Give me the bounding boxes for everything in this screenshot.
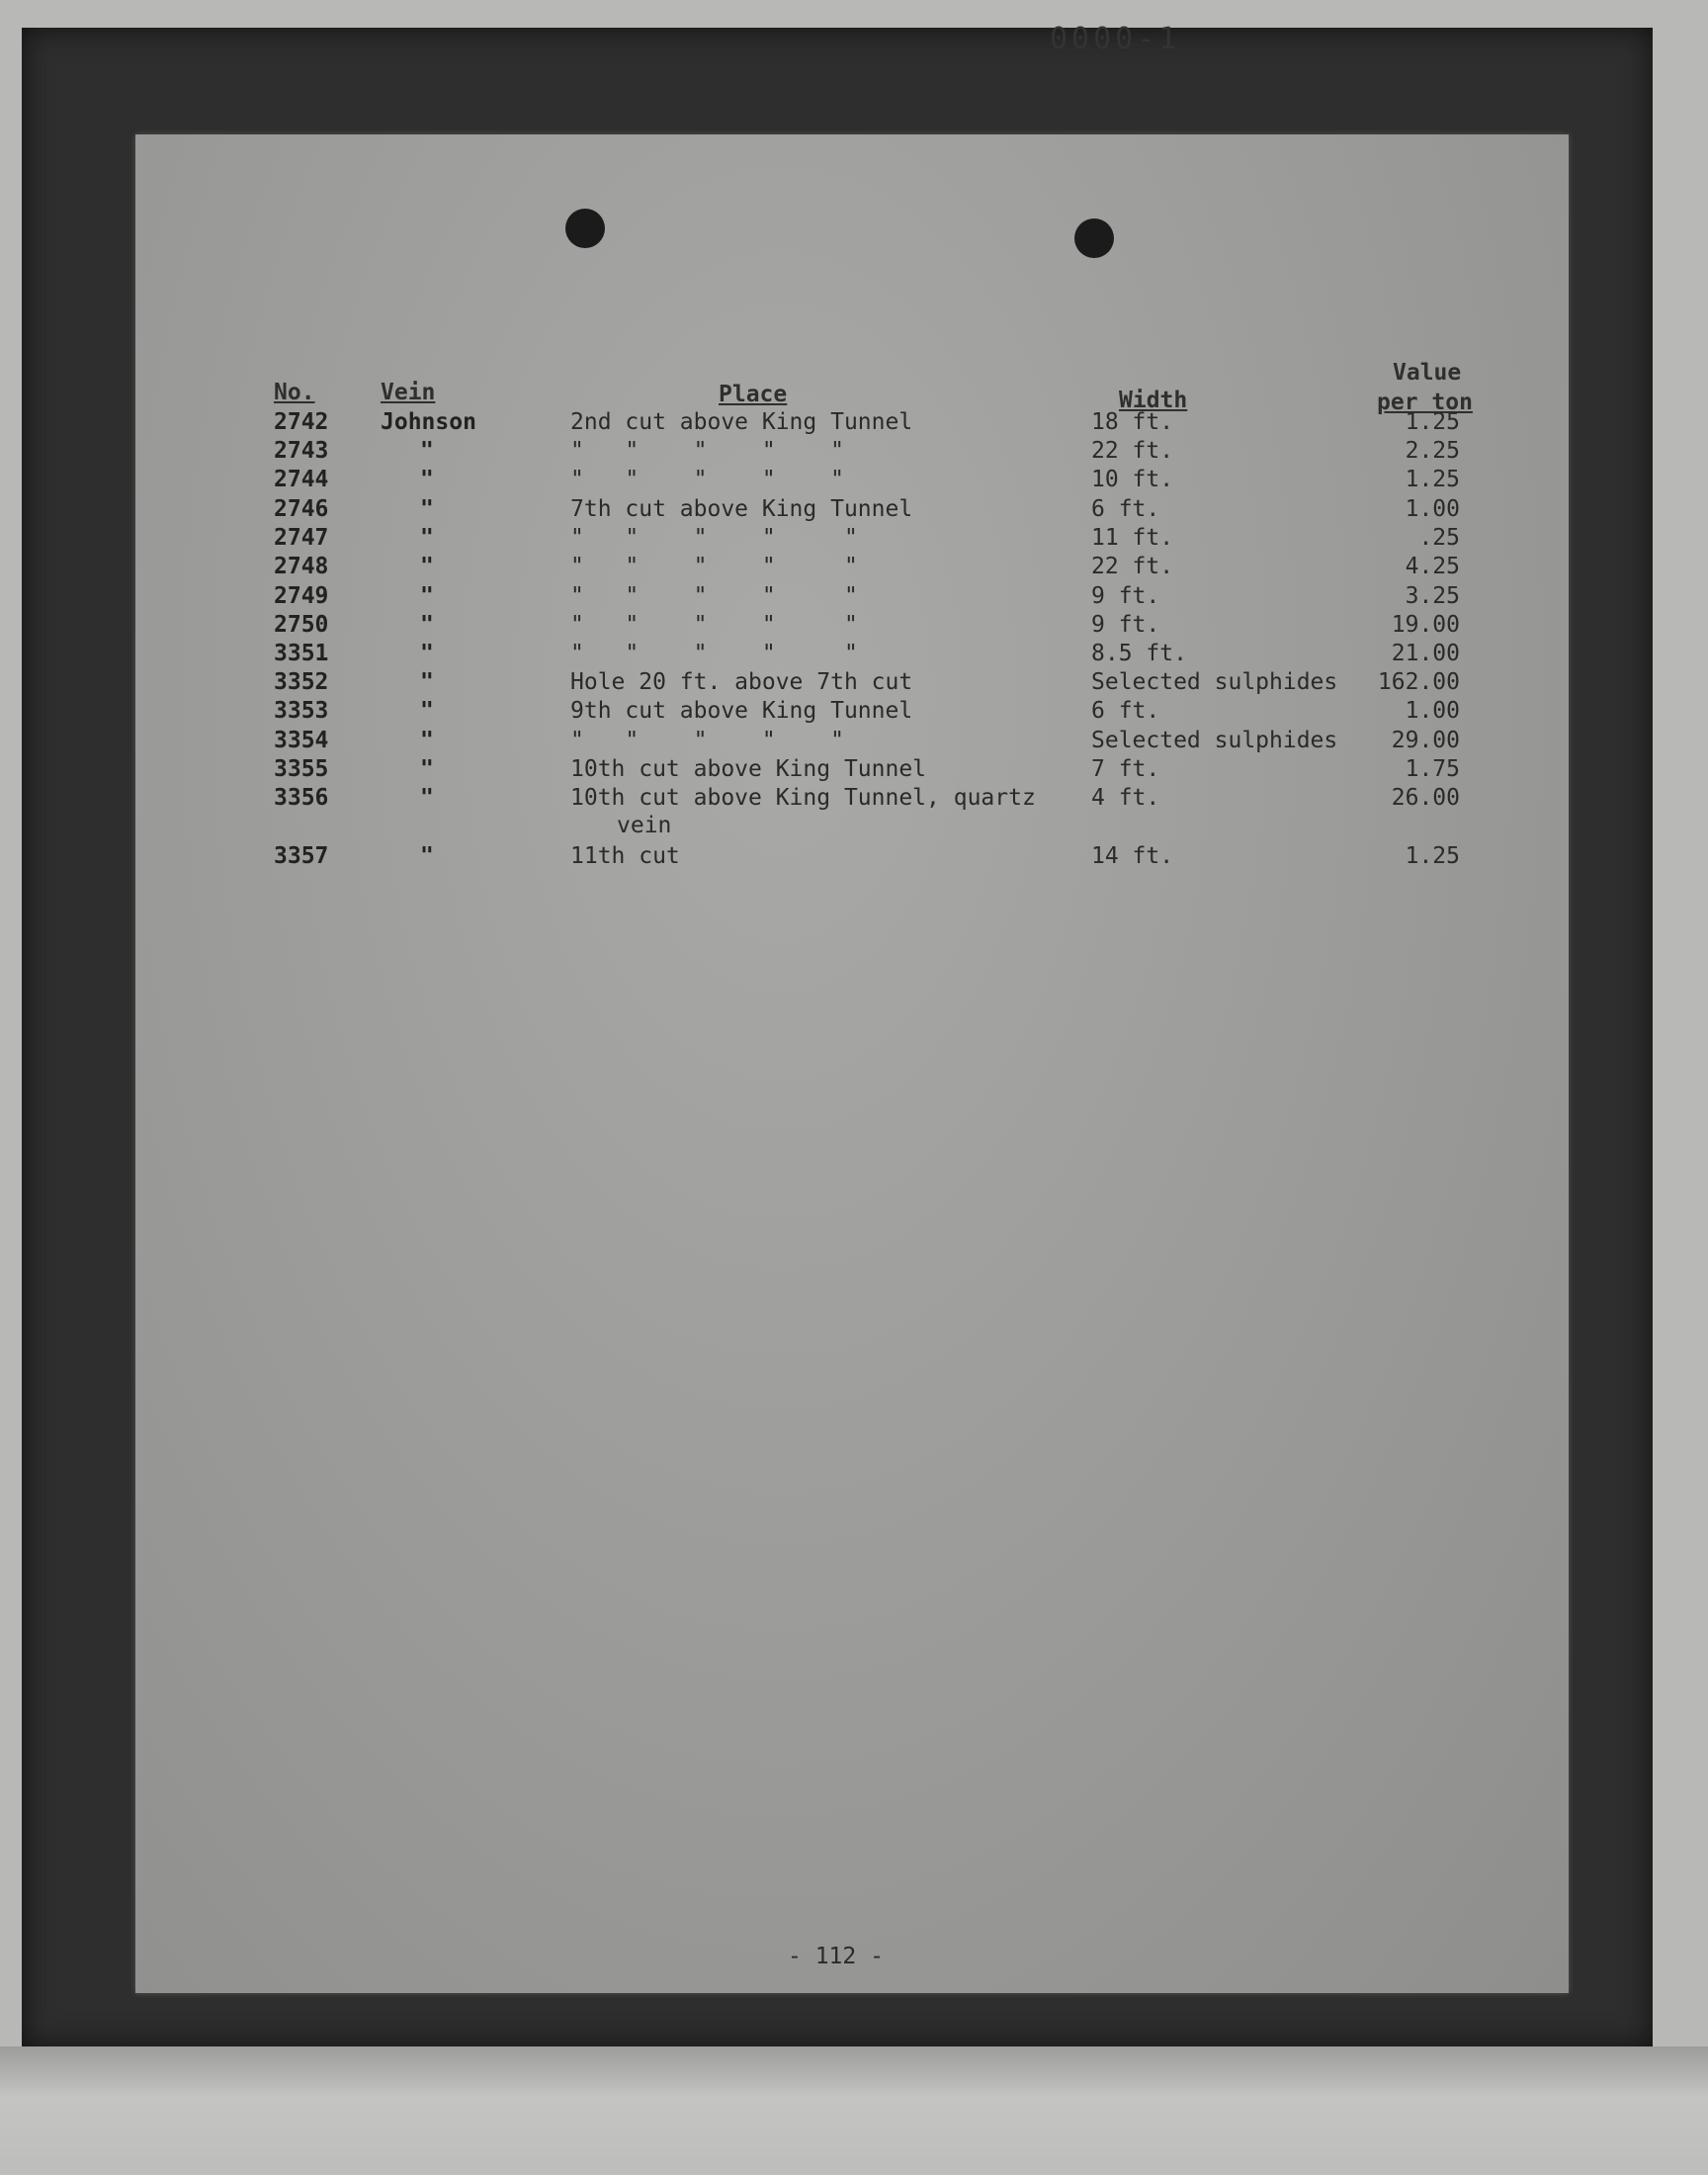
assay-table: [135, 134, 1569, 1993]
row-value: 21.00: [1391, 641, 1460, 666]
row-place: 10th cut above King Tunnel, quartz: [570, 785, 1036, 811]
row-vein: ": [420, 669, 434, 695]
microfilm-frame: [22, 22, 1653, 2046]
row-no: 2746: [274, 496, 329, 522]
row-no: 3352: [274, 669, 329, 695]
row-value: 19.00: [1391, 612, 1460, 638]
page-number: - 112 -: [788, 1944, 884, 1969]
row-place: " " " " ": [570, 583, 858, 609]
row-value: 1.25: [1405, 409, 1460, 435]
row-vein: ": [420, 728, 434, 753]
frame-label: 0000-1: [1050, 22, 1181, 56]
row-place: 11th cut: [570, 843, 680, 869]
row-width: 8.5 ft.: [1091, 641, 1187, 666]
header-vein: Vein: [381, 380, 436, 405]
row-vein: ": [420, 843, 434, 869]
row-vein: ": [420, 496, 434, 522]
row-vein: ": [420, 438, 434, 464]
row-no: 2749: [274, 583, 329, 609]
row-value: 29.00: [1391, 728, 1460, 753]
row-value: 1.25: [1405, 843, 1460, 869]
row-width: 6 ft.: [1091, 698, 1160, 724]
row-no: 3354: [274, 728, 329, 753]
row-width: 14 ft.: [1091, 843, 1174, 869]
row-value: 1.00: [1405, 496, 1460, 522]
row-width: 9 ft.: [1091, 583, 1160, 609]
row-place-continued: vein: [617, 813, 672, 838]
row-place: " " " " ": [570, 525, 858, 551]
row-width: 6 ft.: [1091, 496, 1160, 522]
row-width: 10 ft.: [1091, 467, 1174, 492]
row-place: " " " " ": [570, 438, 844, 464]
row-no: 2744: [274, 467, 329, 492]
row-width: 18 ft.: [1091, 409, 1174, 435]
row-vein: ": [420, 583, 434, 609]
header-value-line2: per ton: [1377, 390, 1473, 415]
row-vein: ": [420, 554, 434, 579]
row-place: " " " " ": [570, 728, 844, 753]
row-place: Hole 20 ft. above 7th cut: [570, 669, 913, 695]
row-width: 22 ft.: [1091, 438, 1174, 464]
row-width: 9 ft.: [1091, 612, 1160, 638]
row-vein: ": [420, 641, 434, 666]
row-vein: ": [420, 756, 434, 782]
row-vein: ": [420, 467, 434, 492]
row-width: 22 ft.: [1091, 554, 1174, 579]
row-value: 4.25: [1405, 554, 1460, 579]
document-page: [135, 134, 1569, 1993]
row-place: 9th cut above King Tunnel: [570, 698, 913, 724]
row-place: " " " " ": [570, 641, 858, 666]
row-value: 26.00: [1391, 785, 1460, 811]
row-no: 2747: [274, 525, 329, 551]
row-value: 3.25: [1405, 583, 1460, 609]
row-no: 3356: [274, 785, 329, 811]
row-place: 7th cut above King Tunnel: [570, 496, 913, 522]
scan-bottom-margin: [0, 2046, 1708, 2175]
row-no: 3357: [274, 843, 329, 869]
row-no: 2750: [274, 612, 329, 638]
row-vein: ": [420, 785, 434, 811]
row-no: 2742: [274, 409, 329, 435]
row-place: " " " " ": [570, 554, 858, 579]
row-width: 7 ft.: [1091, 756, 1160, 782]
row-no: 3351: [274, 641, 329, 666]
row-no: 2743: [274, 438, 329, 464]
row-value: 1.00: [1405, 698, 1460, 724]
header-width: Width: [1119, 388, 1188, 413]
row-vein: ": [420, 698, 434, 724]
row-width: Selected sulphides: [1091, 669, 1338, 695]
row-value: 1.25: [1405, 467, 1460, 492]
row-place: " " " " ": [570, 467, 844, 492]
row-no: 3353: [274, 698, 329, 724]
row-value: 1.75: [1405, 756, 1460, 782]
row-value: 162.00: [1377, 669, 1460, 695]
header-value-line1: Value: [1393, 360, 1462, 386]
row-value: .25: [1418, 525, 1460, 551]
row-no: 2748: [274, 554, 329, 579]
row-place: " " " " ": [570, 612, 858, 638]
header-no: No.: [274, 380, 315, 405]
header-place: Place: [719, 382, 788, 407]
row-place: 10th cut above King Tunnel: [570, 756, 927, 782]
row-place: 2nd cut above King Tunnel: [570, 409, 913, 435]
row-vein: ": [420, 525, 434, 551]
row-width: Selected sulphides: [1091, 728, 1338, 753]
row-width: 11 ft.: [1091, 525, 1174, 551]
row-width: 4 ft.: [1091, 785, 1160, 811]
row-no: 3355: [274, 756, 329, 782]
row-vein: Johnson: [381, 409, 476, 435]
row-value: 2.25: [1405, 438, 1460, 464]
row-vein: ": [420, 612, 434, 638]
